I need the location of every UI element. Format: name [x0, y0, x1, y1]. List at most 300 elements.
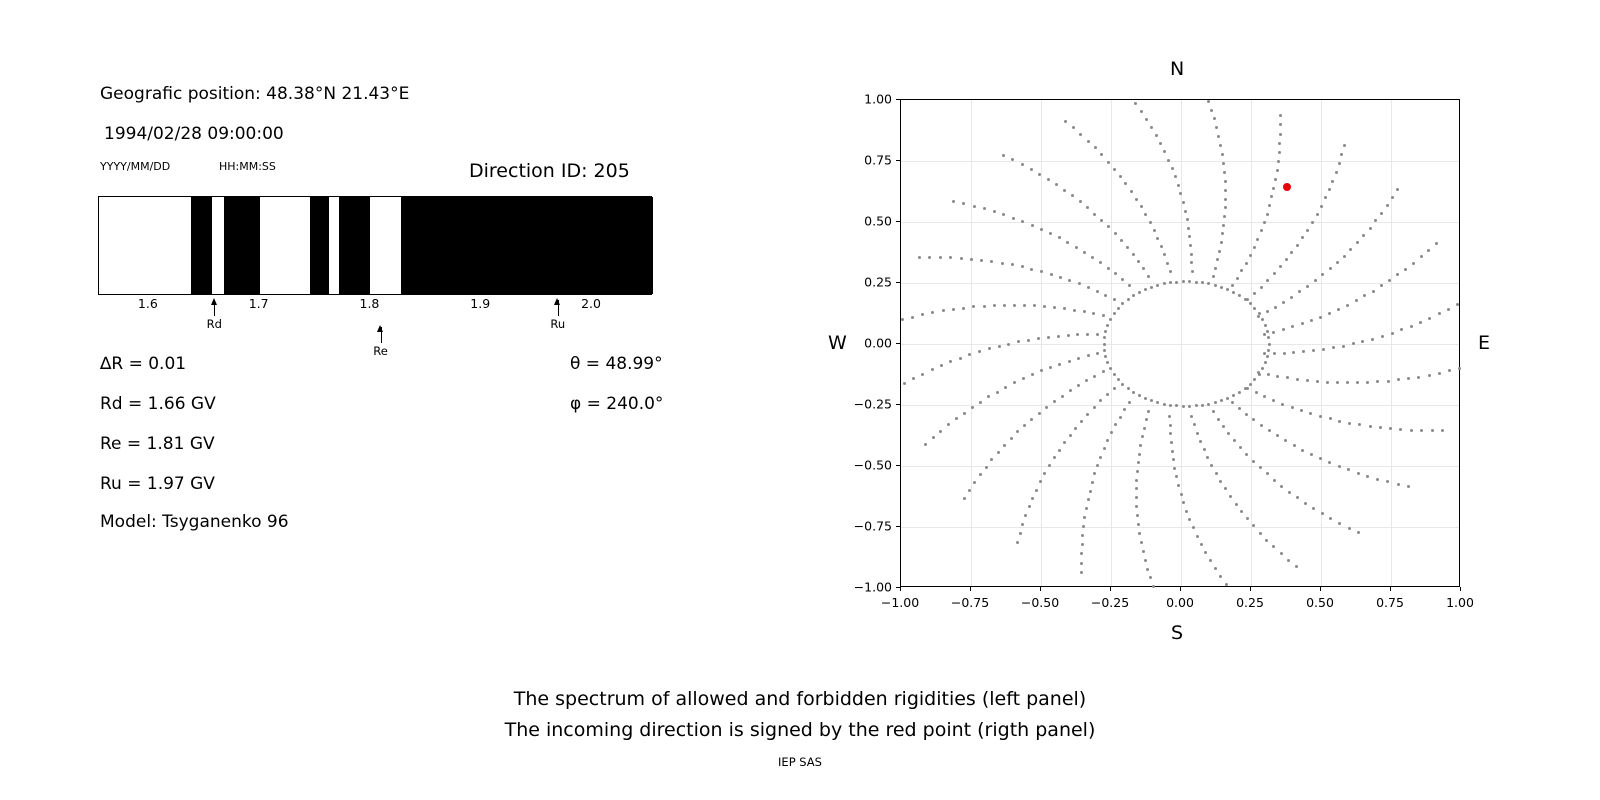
direction-point [1226, 288, 1229, 291]
direction-point [931, 311, 934, 314]
direction-point [1259, 466, 1262, 469]
direction-point [1278, 151, 1281, 154]
direction-point [1240, 269, 1243, 272]
direction-point [1080, 552, 1083, 555]
direction-point [1188, 518, 1191, 521]
direction-point [1239, 446, 1242, 449]
direction-point [1419, 321, 1422, 324]
direction-point [1135, 496, 1138, 499]
direction-point [1214, 401, 1217, 404]
direction-point [1399, 428, 1402, 431]
direction-point [1059, 276, 1062, 279]
direction-point [1400, 328, 1403, 331]
direction-point [1079, 200, 1082, 203]
y-tick-mark [896, 221, 900, 222]
direction-point [1163, 253, 1166, 256]
direction-point [1219, 480, 1222, 483]
direction-point [1280, 485, 1283, 488]
direction-point [1357, 531, 1360, 534]
direction-point [1057, 335, 1060, 338]
direction-point [1114, 423, 1117, 426]
direction-point [1349, 248, 1352, 251]
direction-point [1298, 290, 1301, 293]
direction-point [1329, 267, 1332, 270]
direction-point [1126, 246, 1129, 249]
direction-point [1273, 352, 1276, 355]
direction-point [996, 391, 999, 394]
direction-point [1021, 265, 1024, 268]
direction-point [1391, 332, 1394, 335]
direction-point [1031, 497, 1034, 500]
direction-point [1037, 337, 1040, 340]
direction-point [1002, 213, 1005, 216]
direction-point [1456, 303, 1459, 306]
direction-point [993, 304, 996, 307]
direction-point [1168, 415, 1171, 418]
y-tick-mark [896, 282, 900, 283]
direction-point [1244, 387, 1247, 390]
y-tick-label: 0.25 [864, 274, 892, 290]
y-tick-label: 1.00 [864, 91, 892, 107]
direction-point [1431, 429, 1434, 432]
direction-point [1068, 279, 1071, 282]
direction-point [1267, 336, 1270, 339]
direction-point [1206, 456, 1209, 459]
direction-point [1304, 502, 1307, 505]
direction-point [1292, 351, 1295, 354]
direction-point [921, 313, 924, 316]
direction-point [1346, 381, 1349, 384]
direction-point [1001, 262, 1004, 265]
forbidden-band [339, 197, 370, 294]
direction-point [1231, 401, 1234, 404]
direction-point [1132, 294, 1135, 297]
direction-point [1030, 418, 1033, 421]
rigidity-marker-label: Ru [550, 317, 566, 331]
direction-point [1306, 285, 1309, 288]
direction-point [1196, 535, 1199, 538]
param-phi: φ = 240.0° [570, 394, 664, 414]
direction-point [1220, 399, 1223, 402]
y-tick-mark [896, 343, 900, 344]
direction-point [1245, 262, 1248, 265]
direction-point [1301, 322, 1304, 325]
direction-point [1035, 489, 1038, 492]
right-panel [800, 0, 1600, 680]
rigidity-marker-label: Re [373, 344, 388, 358]
direction-point [1169, 404, 1172, 407]
direction-point [1238, 294, 1241, 297]
direction-point [1113, 168, 1116, 171]
direction-point [1103, 336, 1106, 339]
direction-point [1107, 161, 1110, 164]
direction-point [998, 345, 1001, 348]
direction-point [949, 256, 952, 259]
direction-point [1231, 284, 1234, 287]
direction-point [1047, 336, 1050, 339]
direction-point [1328, 461, 1331, 464]
direction-point [1407, 485, 1410, 488]
direction-point [988, 347, 991, 350]
direction-point [1293, 444, 1296, 447]
direction-point [1113, 387, 1116, 390]
direction-point [1086, 333, 1089, 336]
direction-point [1049, 232, 1052, 235]
direction-point [1071, 194, 1074, 197]
direction-point [1135, 505, 1138, 508]
direction-point [1103, 343, 1106, 346]
direction-point [1140, 110, 1143, 113]
direction-point [1263, 333, 1266, 336]
direction-point [1338, 162, 1341, 165]
direction-point [918, 256, 921, 259]
direction-point [1200, 543, 1203, 546]
param-ru: Ru = 1.97 GV [100, 474, 215, 494]
direction-point [1135, 479, 1138, 482]
spectrum-tick-label: 2.0 [581, 296, 601, 311]
direction-point [1067, 334, 1070, 337]
direction-point [1199, 440, 1202, 443]
direction-point [1135, 487, 1138, 490]
direction-point [1121, 278, 1124, 281]
direction-point [1220, 241, 1223, 244]
direction-point [1150, 126, 1153, 129]
direction-point [1186, 218, 1189, 221]
direction-point [1340, 153, 1343, 156]
direction-point [1331, 180, 1334, 183]
direction-point [1078, 282, 1081, 285]
direction-point [1428, 317, 1431, 320]
direction-point [1184, 210, 1187, 213]
direction-point [912, 377, 915, 380]
direction-point [1438, 312, 1441, 315]
direction-point [1362, 234, 1365, 237]
direction-point [1152, 585, 1155, 588]
direction-point [1107, 225, 1110, 228]
direction-point [1137, 523, 1140, 526]
x-tick-mark [1250, 587, 1251, 591]
direction-point [1144, 288, 1147, 291]
direction-point [1050, 273, 1053, 276]
x-tick-label: 0.00 [1166, 595, 1194, 610]
direction-point [1063, 441, 1066, 444]
direction-point [1138, 532, 1141, 535]
direction-point [1137, 260, 1140, 263]
direction-point [1040, 270, 1043, 273]
y-tick-label: −1.00 [853, 579, 892, 595]
x-tick-label: −1.00 [880, 595, 920, 610]
direction-point [1024, 514, 1027, 517]
direction-point [1216, 258, 1219, 261]
direction-point [1212, 410, 1215, 413]
y-tick-mark [896, 99, 900, 100]
direction-point [1253, 307, 1256, 310]
x-tick-mark [1040, 587, 1041, 591]
direction-point [1203, 448, 1206, 451]
direction-point [924, 443, 927, 446]
direction-point [1149, 221, 1152, 224]
spectrum-tick-label: 1.9 [470, 296, 491, 311]
direction-point [1279, 114, 1282, 117]
direction-point [1195, 404, 1198, 407]
direction-point [1263, 395, 1266, 398]
direction-point [1386, 480, 1389, 483]
direction-point [979, 473, 982, 476]
direction-point [1338, 465, 1341, 468]
direction-point [1150, 286, 1153, 289]
direction-point [1306, 229, 1309, 232]
direction-point [1175, 475, 1178, 478]
direction-point [1279, 265, 1282, 268]
direction-point [1043, 305, 1046, 308]
direction-point [1249, 383, 1252, 386]
direction-point [1264, 324, 1267, 327]
direction-point [1163, 150, 1166, 153]
y-tick-mark [896, 404, 900, 405]
direction-point [1091, 481, 1094, 484]
direction-point [1023, 424, 1026, 427]
direction-point [1150, 399, 1153, 402]
direction-point [1319, 415, 1322, 418]
gridline-horizontal [901, 161, 1459, 162]
direction-point [1225, 583, 1228, 586]
direction-id-label: Direction ID: 205 [469, 160, 630, 182]
direction-point [1227, 432, 1230, 435]
direction-point [1100, 153, 1103, 156]
forbidden-band [401, 197, 653, 294]
direction-point [1104, 330, 1107, 333]
direction-point [1124, 182, 1127, 185]
direction-point [1156, 237, 1159, 240]
direction-point [1290, 296, 1293, 299]
direction-point [1040, 228, 1043, 231]
direction-point [1361, 340, 1364, 343]
direction-point [1144, 397, 1147, 400]
direction-point [1099, 456, 1102, 459]
direction-point [1316, 380, 1319, 383]
x-tick-mark [1460, 587, 1461, 591]
direction-point [1185, 510, 1188, 513]
direction-point [1296, 378, 1299, 381]
direction-point [1270, 195, 1273, 198]
param-model: Model: Tsyganenko 96 [100, 512, 289, 532]
direction-point [1264, 361, 1267, 364]
direction-point [1427, 249, 1430, 252]
direction-point [1273, 272, 1276, 275]
direction-point [1301, 236, 1304, 239]
direction-point [1102, 370, 1105, 373]
direction-point [1217, 135, 1220, 138]
direction-point [1204, 551, 1207, 554]
gridline-vertical [1181, 100, 1182, 586]
direction-point [1380, 284, 1383, 287]
direction-point [1397, 378, 1400, 381]
direction-point [1144, 559, 1147, 562]
direction-point [1058, 363, 1061, 366]
direction-point [1086, 206, 1089, 209]
direction-point [1296, 496, 1299, 499]
direction-point [1192, 526, 1195, 529]
direction-point [1143, 427, 1146, 430]
direction-point [1087, 286, 1090, 289]
direction-point [1016, 541, 1019, 544]
direction-point [1038, 412, 1041, 415]
direction-point [1215, 126, 1218, 129]
figure-caption [0, 684, 1600, 746]
credit-label: IEP SAS [778, 755, 822, 769]
y-tick-label: 0.50 [864, 213, 892, 229]
direction-point [1004, 386, 1007, 389]
y-tick-label: 0.00 [864, 335, 892, 351]
direction-point [1163, 403, 1166, 406]
direction-point [1093, 375, 1096, 378]
direction-point [1417, 376, 1420, 379]
direction-point [1279, 133, 1282, 136]
direction-point [1438, 372, 1441, 375]
direction-point [1177, 184, 1180, 187]
direction-point [1266, 279, 1269, 282]
gridline-vertical [1251, 100, 1252, 586]
direction-point [1169, 270, 1172, 273]
param-theta: θ = 48.99° [570, 354, 663, 374]
direction-point [1188, 235, 1191, 238]
direction-point [1171, 167, 1174, 170]
direction-point [942, 309, 945, 312]
direction-point [962, 202, 965, 205]
direction-point [921, 373, 924, 376]
direction-point [1022, 377, 1025, 380]
direction-point [1306, 379, 1309, 382]
direction-point [1276, 375, 1279, 378]
direction-point [1086, 413, 1089, 416]
direction-point [1138, 291, 1141, 294]
direction-point [1013, 381, 1016, 384]
direction-point [1166, 262, 1169, 265]
direction-point [1196, 432, 1199, 435]
direction-point [1182, 201, 1185, 204]
direction-point [1420, 429, 1423, 432]
direction-point [1117, 307, 1120, 310]
direction-point [1209, 559, 1212, 562]
direction-point [983, 207, 986, 210]
direction-point [1156, 401, 1159, 404]
direction-point [972, 305, 975, 308]
gridline-vertical [1111, 100, 1112, 586]
direction-point [1278, 142, 1281, 145]
direction-point [1261, 367, 1264, 370]
direction-point [1329, 417, 1332, 420]
direction-point [987, 395, 990, 398]
param-re: Re = 1.81 GV [100, 434, 215, 454]
compass-south-label: S [1171, 622, 1184, 644]
datetime-label: 1994/02/28 09:00:00 [104, 124, 284, 144]
direction-point [1376, 478, 1379, 481]
direction-point [1381, 335, 1384, 338]
direction-point [1268, 204, 1271, 207]
direction-point [1106, 393, 1109, 396]
direction-point [1245, 453, 1248, 456]
direction-point [1252, 460, 1255, 463]
direction-point [1435, 242, 1438, 245]
direction-point [1272, 545, 1275, 548]
direction-point [1226, 397, 1229, 400]
direction-point [1104, 294, 1107, 297]
direction-point [1094, 146, 1097, 149]
direction-point [1066, 241, 1069, 244]
direction-point [1049, 366, 1052, 369]
direction-point [1031, 373, 1034, 376]
forbidden-band [224, 197, 259, 294]
param-delta-r: ∆R = 0.01 [100, 354, 187, 374]
direction-point [1366, 475, 1369, 478]
geographic-position-label: Geografic position: 48.38°N 21.43°E [100, 84, 410, 104]
gridline-horizontal [901, 222, 1459, 223]
direction-point [1139, 444, 1142, 447]
direction-point [1173, 467, 1176, 470]
direction-point [1182, 501, 1185, 504]
direction-point [1348, 422, 1351, 425]
direction-point [1319, 316, 1322, 319]
direction-point [1221, 232, 1224, 235]
spectrum-bar [98, 196, 652, 295]
direction-point [901, 318, 904, 321]
direction-point [1002, 154, 1005, 157]
direction-point [1019, 532, 1022, 535]
direction-point [1040, 369, 1043, 372]
direction-point [1080, 571, 1083, 574]
direction-point [1099, 399, 1102, 402]
direction-point [1380, 212, 1383, 215]
gridline-vertical [1041, 100, 1042, 586]
direction-point [1282, 301, 1285, 304]
direction-point [1342, 345, 1345, 348]
direction-point [1010, 437, 1013, 440]
direction-point [1031, 224, 1034, 227]
y-tick-mark [896, 587, 900, 588]
direction-point [1213, 117, 1216, 120]
direction-point [1265, 539, 1268, 542]
direction-point [1229, 495, 1232, 498]
direction-point [939, 430, 942, 433]
direction-point [1109, 318, 1112, 321]
direction-point [1119, 175, 1122, 178]
direction-point [1136, 514, 1139, 517]
direction-point [1369, 227, 1372, 230]
direction-point [1123, 408, 1126, 411]
direction-point [1329, 517, 1332, 520]
direction-point [1219, 575, 1222, 578]
direction-point [1387, 380, 1390, 383]
direction-point [1074, 427, 1077, 430]
direction-point [1316, 213, 1319, 216]
direction-point [1279, 123, 1282, 126]
date-format-label: YYYY/MM/DD [100, 160, 171, 173]
direction-point [1107, 267, 1110, 270]
direction-point [1282, 328, 1285, 331]
direction-point [1256, 238, 1259, 241]
direction-point [1106, 361, 1109, 364]
direction-point [1080, 420, 1083, 423]
direction-point [1099, 261, 1102, 264]
direction-point [1260, 229, 1263, 232]
direction-point [1159, 142, 1162, 145]
direction-point [1397, 483, 1400, 486]
direction-point [985, 466, 988, 469]
direction-point [1336, 261, 1339, 264]
direction-point [1106, 324, 1109, 327]
direction-point [928, 256, 931, 259]
direction-point [1356, 241, 1359, 244]
